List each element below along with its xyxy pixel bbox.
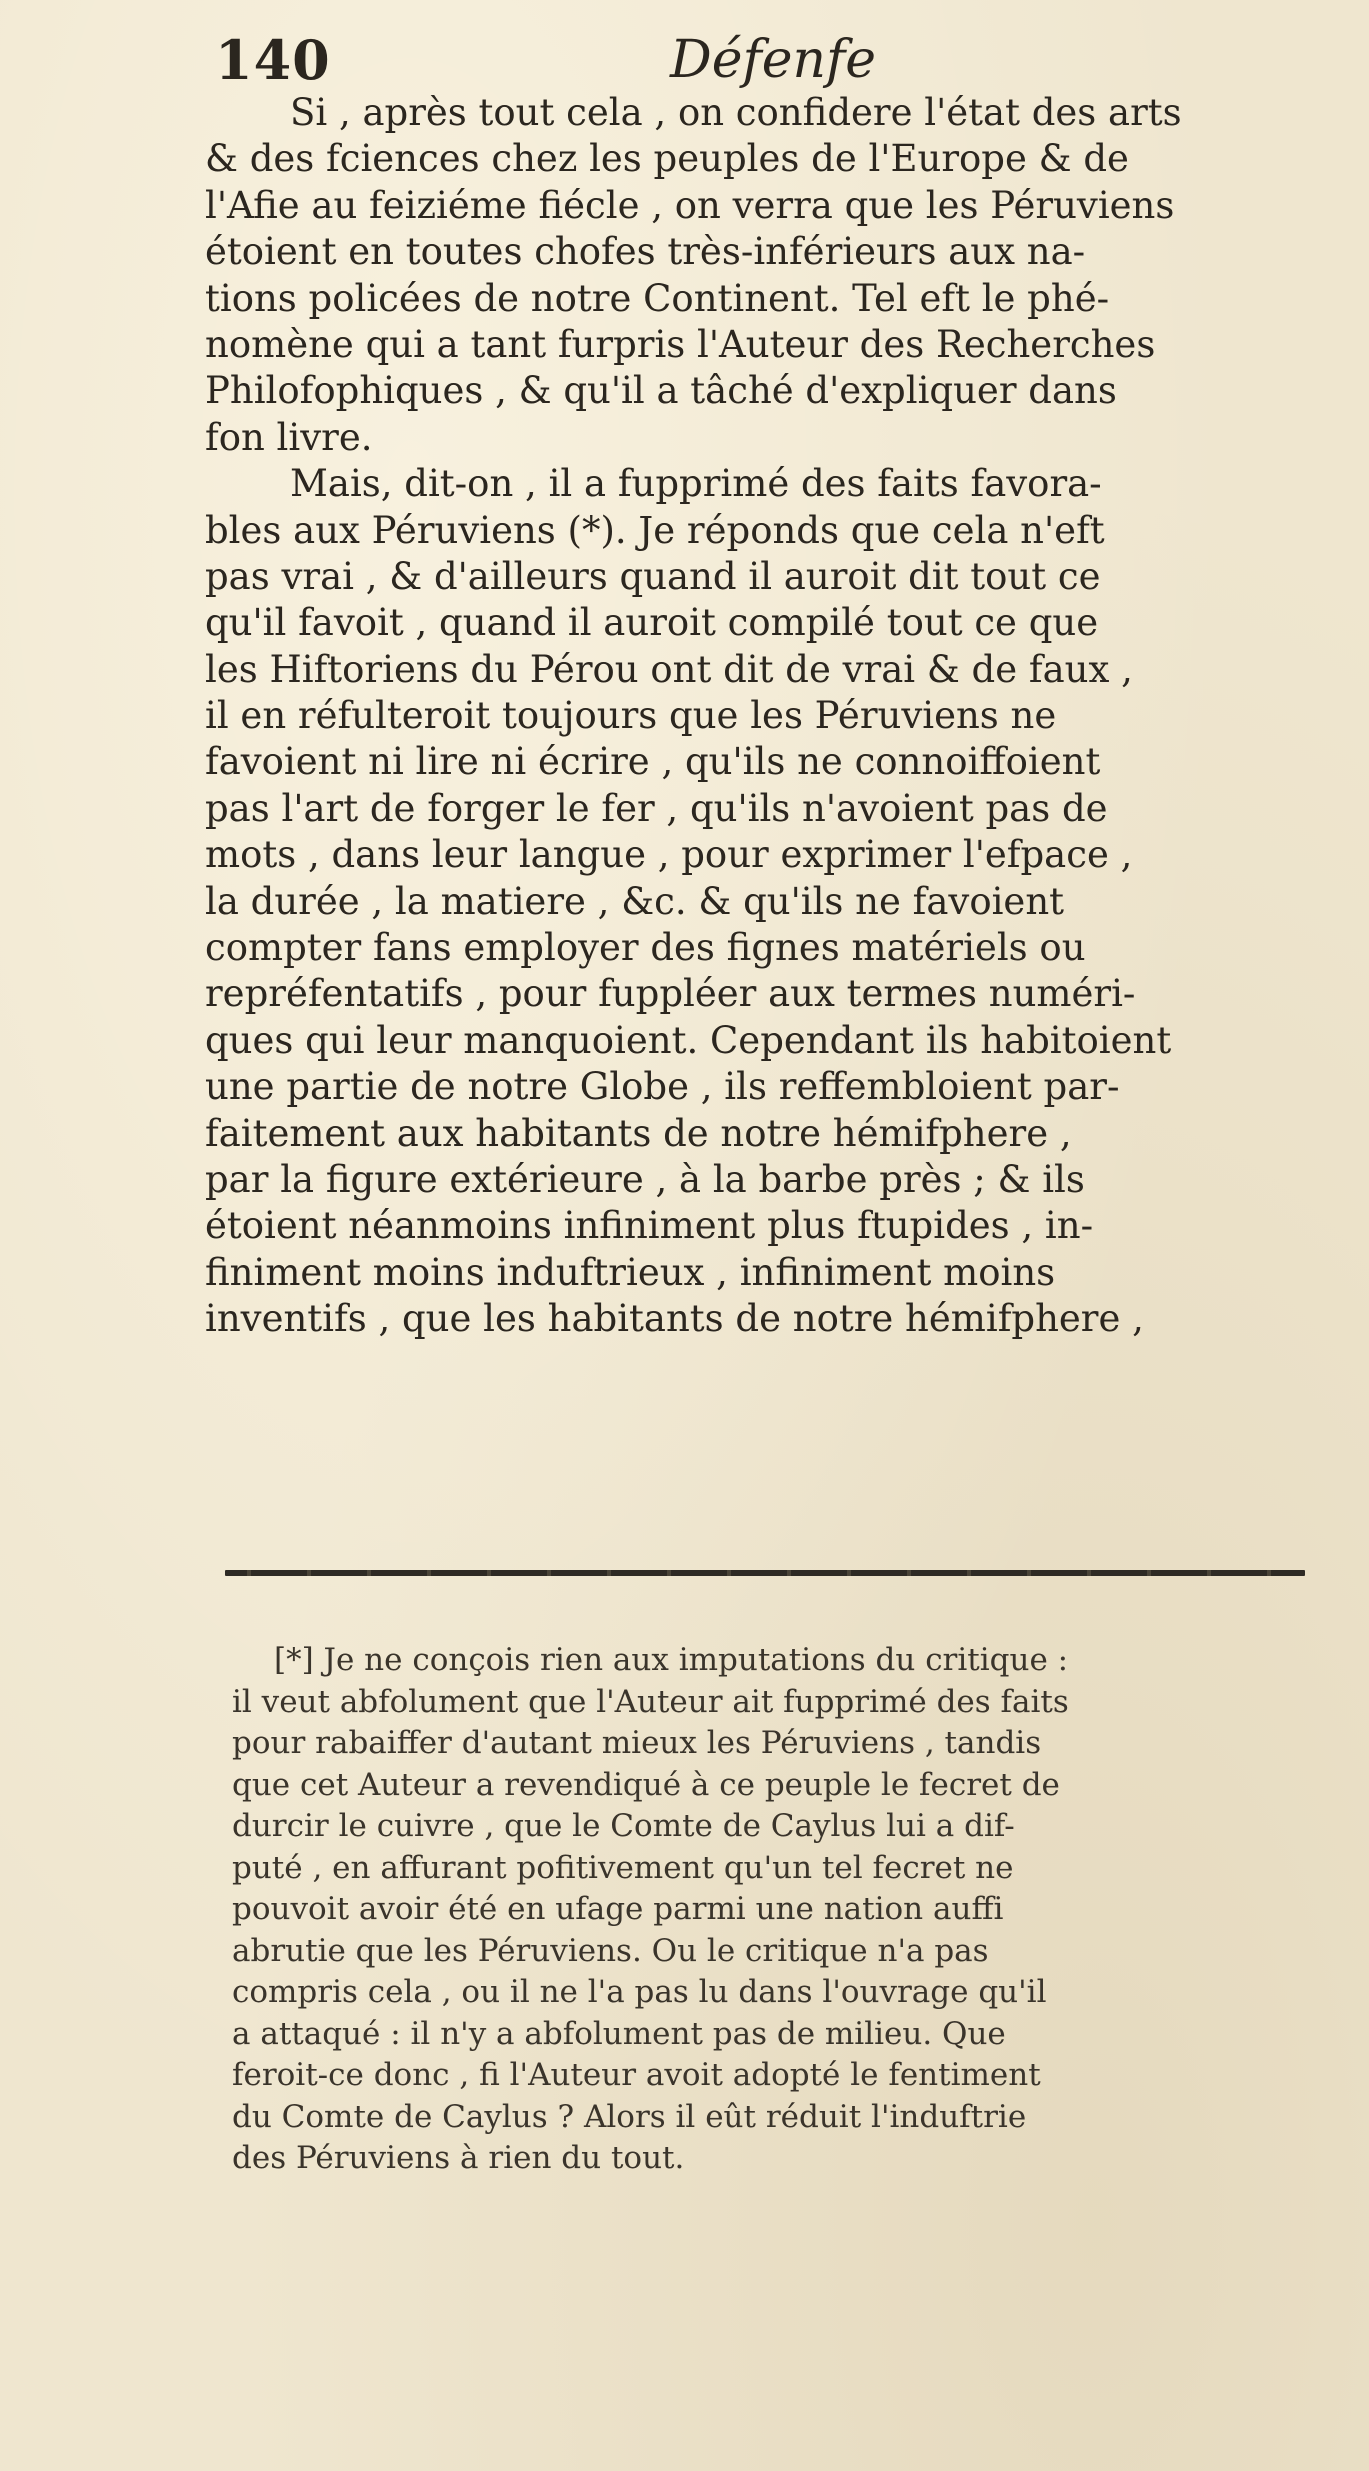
text-line: étoient néanmoins infiniment plus ftupides , in- (205, 1204, 1094, 1248)
text-line: les Hiftoriens du Pérou ont dit de vrai & de faux , (205, 647, 1133, 691)
main-text (205, 90, 1325, 1343)
footnote-line: pouvoit avoir été en ufage parmi une nation auffi (232, 1891, 1004, 1927)
text-line: étoient en toutes chofes très-inférieurs aux na- (205, 230, 1086, 274)
footnote-divider (225, 1570, 1305, 1576)
footnote-line: abrutie que les Péruviens. Ou le critique n'a pas (232, 1932, 989, 1969)
text-line: pas vrai , & d'ailleurs quand il auroit dit tout ce (205, 554, 1101, 598)
text-line: qu'il favoit , quand il auroit compilé tout ce que (205, 601, 1099, 645)
footnote-line: feroit-ce donc , fi l'Auteur avoit adopté le fentiment (232, 2057, 1041, 2093)
footnote-line: durcir le cuivre , que le Comte de Caylus lui a dif- (232, 1808, 1015, 1844)
text-line: & des fciences chez les peuples de l'Europe & de (205, 137, 1129, 181)
text-line: nomène qui a tant furpris l'Auteur des Recherches (205, 322, 1156, 366)
text-line: par la figure extérieure , à la barbe près ; & ils (205, 1157, 1085, 1201)
footnote-line: puté , en affurant pofitivement qu'un tel fecret ne (232, 1849, 1014, 1886)
text-line: une partie de notre Globe , ils reffembloient par- (205, 1065, 1120, 1109)
text-line: fon livre. (205, 415, 373, 459)
footnote-line: a attaqué : il n'y a abfolument pas de milieu. Que (232, 2015, 1006, 2052)
text-line: mots , dans leur langue , pour exprimer l'efpace , (205, 833, 1133, 877)
footnote-line: [*] Je ne conçois rien aux imputations du critique : (274, 1642, 1069, 1678)
text-line: inventifs , que les habitants de notre hémifphere , (205, 1297, 1144, 1341)
footnote-line: pour rabaiffer d'autant mieux les Péruviens , tandis (232, 1725, 1042, 1761)
text-line: la durée , la matiere , &c. & qu'ils ne favoient (205, 879, 1065, 923)
text-line: compter fans employer des fignes matériels ou (205, 926, 1086, 970)
text-line: repréfentatifs , pour fuppléer aux termes numéri- (205, 972, 1136, 1016)
text-line: bles aux Péruviens (*). Je réponds que cela n'eft (205, 508, 1105, 552)
text-line: faitement aux habitants de notre hémifphere , (205, 1111, 1072, 1155)
text-line: l'Afie au feiziéme fiécle , on verra que les Péruviens (205, 183, 1175, 227)
footnote-line: que cet Auteur a revendiqué à ce peuple le fecret de (232, 1766, 1060, 1803)
text-line: finiment moins induftrieux , infiniment moins (205, 1250, 1056, 1294)
text-line: Mais, dit-on , il a fupprimé des faits favora- (290, 462, 1102, 506)
running-head: Défenfe (670, 30, 876, 90)
footnote-line: compris cela , ou il ne l'a pas lu dans l'ouvrage qu'il (232, 1974, 1047, 2010)
text-line: il en réfulteroit toujours que les Péruviens ne (205, 694, 1057, 738)
footnote (232, 1640, 1304, 2180)
footnote-line: du Comte de Caylus ? Alors il eût réduit l'induftrie (232, 2098, 1027, 2135)
text-line: Si , après tout cela , on confidere l'état des arts (290, 91, 1182, 134)
text-line: Philofophiques , & qu'il a tâché d'expliquer dans (205, 369, 1117, 413)
text-line: pas l'art de forger le fer , qu'ils n'avoient pas de (205, 786, 1108, 830)
text-line: favoient ni lire ni écrire , qu'ils ne connoiffoient (205, 740, 1101, 784)
text-line: ques qui leur manquoient. Cependant ils habitoient (205, 1018, 1172, 1062)
page-header (215, 28, 1315, 98)
footnote-line: il veut abfolument que l'Auteur ait fupprimé des faits (232, 1683, 1069, 1720)
text-line: tions policées de notre Continent. Tel eft le phé- (205, 276, 1110, 320)
footnote-line: des Péruviens à rien du tout. (232, 2140, 685, 2176)
page-number: 140 (215, 28, 331, 92)
